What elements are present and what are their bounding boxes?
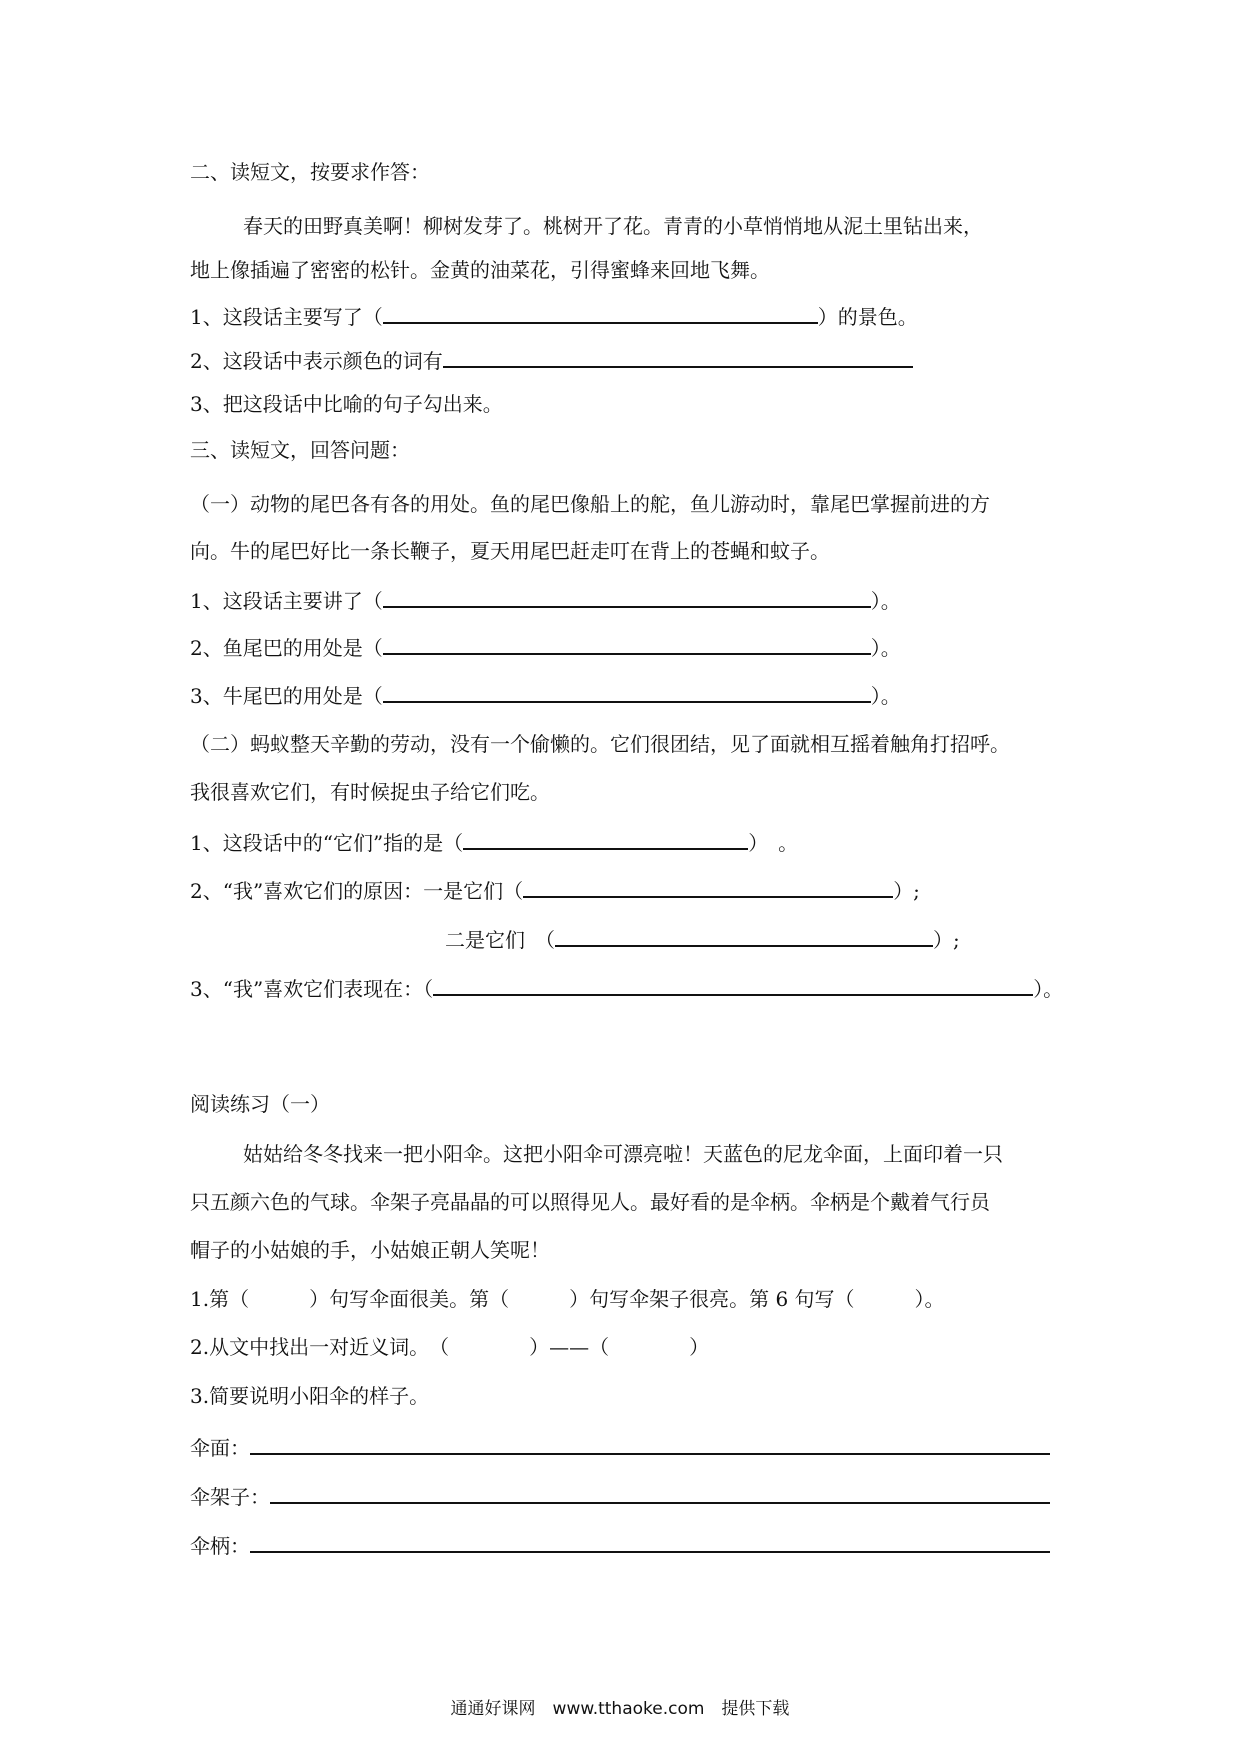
question-text: 2、“我”喜欢它们的原因：一是它们（ xyxy=(190,879,524,903)
answer-label: 伞架子： xyxy=(190,1485,270,1509)
question xyxy=(190,974,1063,1003)
exercise-title: 阅读练习（一） xyxy=(190,1092,330,1116)
question: 3.简要说明小阳伞的样子。 xyxy=(190,1384,430,1408)
passage-line: 春天的田野真美啊！柳树发芽了。桃树开了花。青青的小草悄悄地从泥土里钻出来， xyxy=(243,214,983,238)
answer-blank[interactable] xyxy=(383,302,818,324)
question xyxy=(190,828,798,857)
question xyxy=(190,681,901,710)
question: 2.从文中找出一对近义词。 （ ）——（ ） xyxy=(190,1335,710,1359)
question-text: 二是它们 （ xyxy=(445,928,555,952)
question-text: ）。 xyxy=(870,684,901,708)
question-text: ）; xyxy=(933,928,960,952)
question xyxy=(190,302,918,331)
question-text: ） 。 xyxy=(748,831,799,855)
question-text: 1、这段话主要讲了（ xyxy=(190,589,383,613)
question xyxy=(190,633,901,662)
passage-line: 姑姑给冬冬找来一把小阳伞。这把小阳伞可漂亮啦！天蓝色的尼龙伞面，上面印着一只 xyxy=(243,1142,1003,1166)
page-footer: 通通好课网 www.tthaoke.com 提供下载 xyxy=(450,1699,790,1719)
question: 1.第（ ）句写伞面很美。第（ ）句写伞架子很亮。第 6 句写（ ）。 xyxy=(190,1287,945,1311)
answer-row-frame xyxy=(190,1482,1050,1511)
question-text: ）; xyxy=(893,879,920,903)
question-text: 2、鱼尾巴的用处是（ xyxy=(190,636,383,660)
section-heading: 二、读短文，按要求作答： xyxy=(190,160,430,184)
question xyxy=(190,346,913,375)
question xyxy=(190,586,901,615)
question-text: 1、这段话主要写了（ xyxy=(190,305,383,329)
answer-row-handle xyxy=(190,1531,1050,1560)
question-text: 3、“我”喜欢它们表现在：（ xyxy=(190,977,434,1001)
answer-blank[interactable] xyxy=(555,925,933,947)
question xyxy=(190,876,920,905)
answer-blank[interactable] xyxy=(463,828,748,850)
question-text: ）。 xyxy=(870,589,901,613)
passage-line: （一）动物的尾巴各有各的用处。鱼的尾巴像船上的舵，鱼儿游动时，靠尾巴掌握前进的方 xyxy=(190,492,990,516)
question: 3、把这段话中比喻的句子勾出来。 xyxy=(190,392,503,416)
question-text: ）。 xyxy=(1033,977,1064,1001)
answer-row-face xyxy=(190,1433,1050,1462)
answer-blank[interactable] xyxy=(443,346,913,368)
answer-blank[interactable] xyxy=(383,681,871,703)
answer-label: 伞面： xyxy=(190,1436,250,1460)
passage-line: 帽子的小姑娘的手，小姑娘正朝人笑呢！ xyxy=(190,1238,550,1262)
answer-blank[interactable] xyxy=(523,876,893,898)
answer-blank[interactable] xyxy=(250,1433,1050,1455)
question-text: 2、这段话中表示颜色的词有 xyxy=(190,349,443,373)
passage-line: 向。牛的尾巴好比一条长鞭子，夏天用尾巴赶走叮在背上的苍蝇和蚊子。 xyxy=(190,539,830,563)
passage-line: （二）蚂蚁整天辛勤的劳动，没有一个偷懒的。它们很团结，见了面就相互摇着触角打招呼。 xyxy=(190,732,1010,756)
question-text: 3、牛尾巴的用处是（ xyxy=(190,684,383,708)
answer-blank[interactable] xyxy=(433,974,1033,996)
answer-blank[interactable] xyxy=(250,1531,1050,1553)
passage-line: 只五颜六色的气球。伞架子亮晶晶的可以照得见人。最好看的是伞柄。伞柄是个戴着气行员 xyxy=(190,1190,990,1214)
question-text: ）。 xyxy=(870,636,901,660)
question xyxy=(445,925,960,954)
answer-label: 伞柄： xyxy=(190,1534,250,1558)
question-text: 1、这段话中的“它们”指的是（ xyxy=(190,831,464,855)
question-text: ）的景色。 xyxy=(817,305,918,329)
answer-blank[interactable] xyxy=(383,586,871,608)
passage-line: 我很喜欢它们，有时候捉虫子给它们吃。 xyxy=(190,780,550,804)
section-heading: 三、读短文，回答问题： xyxy=(190,438,410,462)
answer-blank[interactable] xyxy=(383,633,871,655)
answer-blank[interactable] xyxy=(270,1482,1050,1504)
passage-line: 地上像插遍了密密的松针。金黄的油菜花，引得蜜蜂来回地飞舞。 xyxy=(190,258,770,282)
